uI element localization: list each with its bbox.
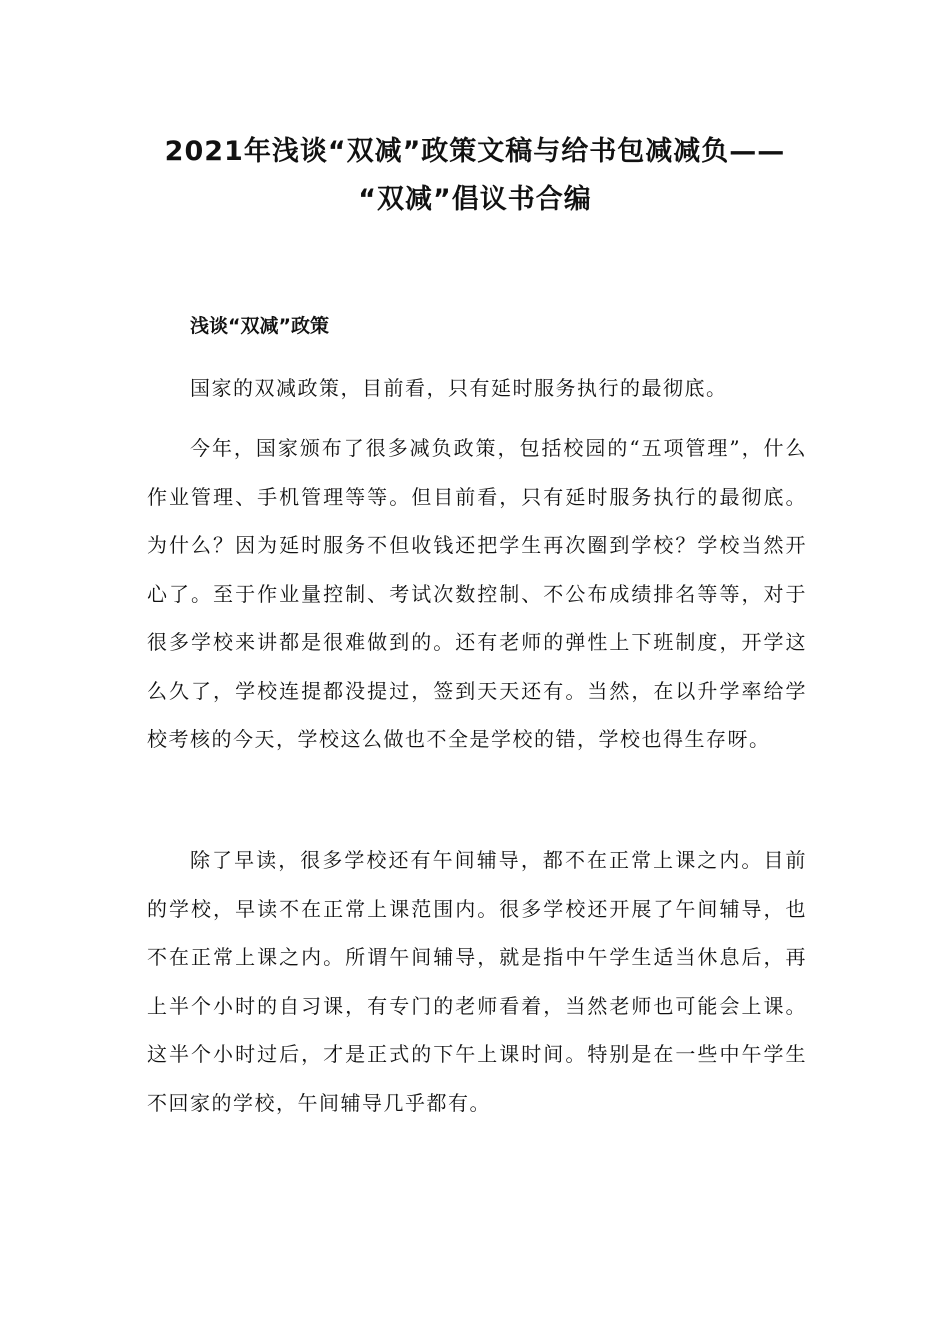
paragraph-2: 今年，国家颁布了很多减负政策，包括校园的“五项管理”，什么作业管理、手机管理等等。但目前看，只有延时服务执行的最彻底。为什么？因为延时服务不但收钱还把学生再次圈到学校？学校当然开心了。至于作业量控制、考试次数控制、不公布成绩排名等等，对于很多学校来讲都是很难做到的。还有老师的弹性上下班制度，开学这么久了，学校连提都没提过，签到天天还有。当然，在以升学率给学校考核的今天，学校这么做也不全是学校的错，学校也得生存呀。 <box>147 436 807 751</box>
paragraph-3: 除了早读，很多学校还有午间辅导，都不在正常上课之内。目前的学校，早读不在正常上课范围内。很多学校还开展了午间辅导，也不在正常上课之内。所谓午间辅导，就是指中午学生适当休息后，再上半个小时的自习课，有专门的老师看着，当然老师也可能会上课。这半个小时过后，才是正式的下午上课时间。特别是在一些中午学生不回家的学校，午间辅导几乎都有。 <box>147 848 807 1115</box>
section-heading: 浅谈“双减”政策 <box>190 315 329 337</box>
document-title <box>0 128 950 224</box>
title-line-1: 2021年浅谈“双减”政策文稿与给书包减减负—— <box>164 136 786 167</box>
title-line-2: “双减”倡议书合编 <box>358 184 592 215</box>
paragraph-1: 国家的双减政策，目前看，只有延时服务执行的最彻底。 <box>190 376 728 400</box>
